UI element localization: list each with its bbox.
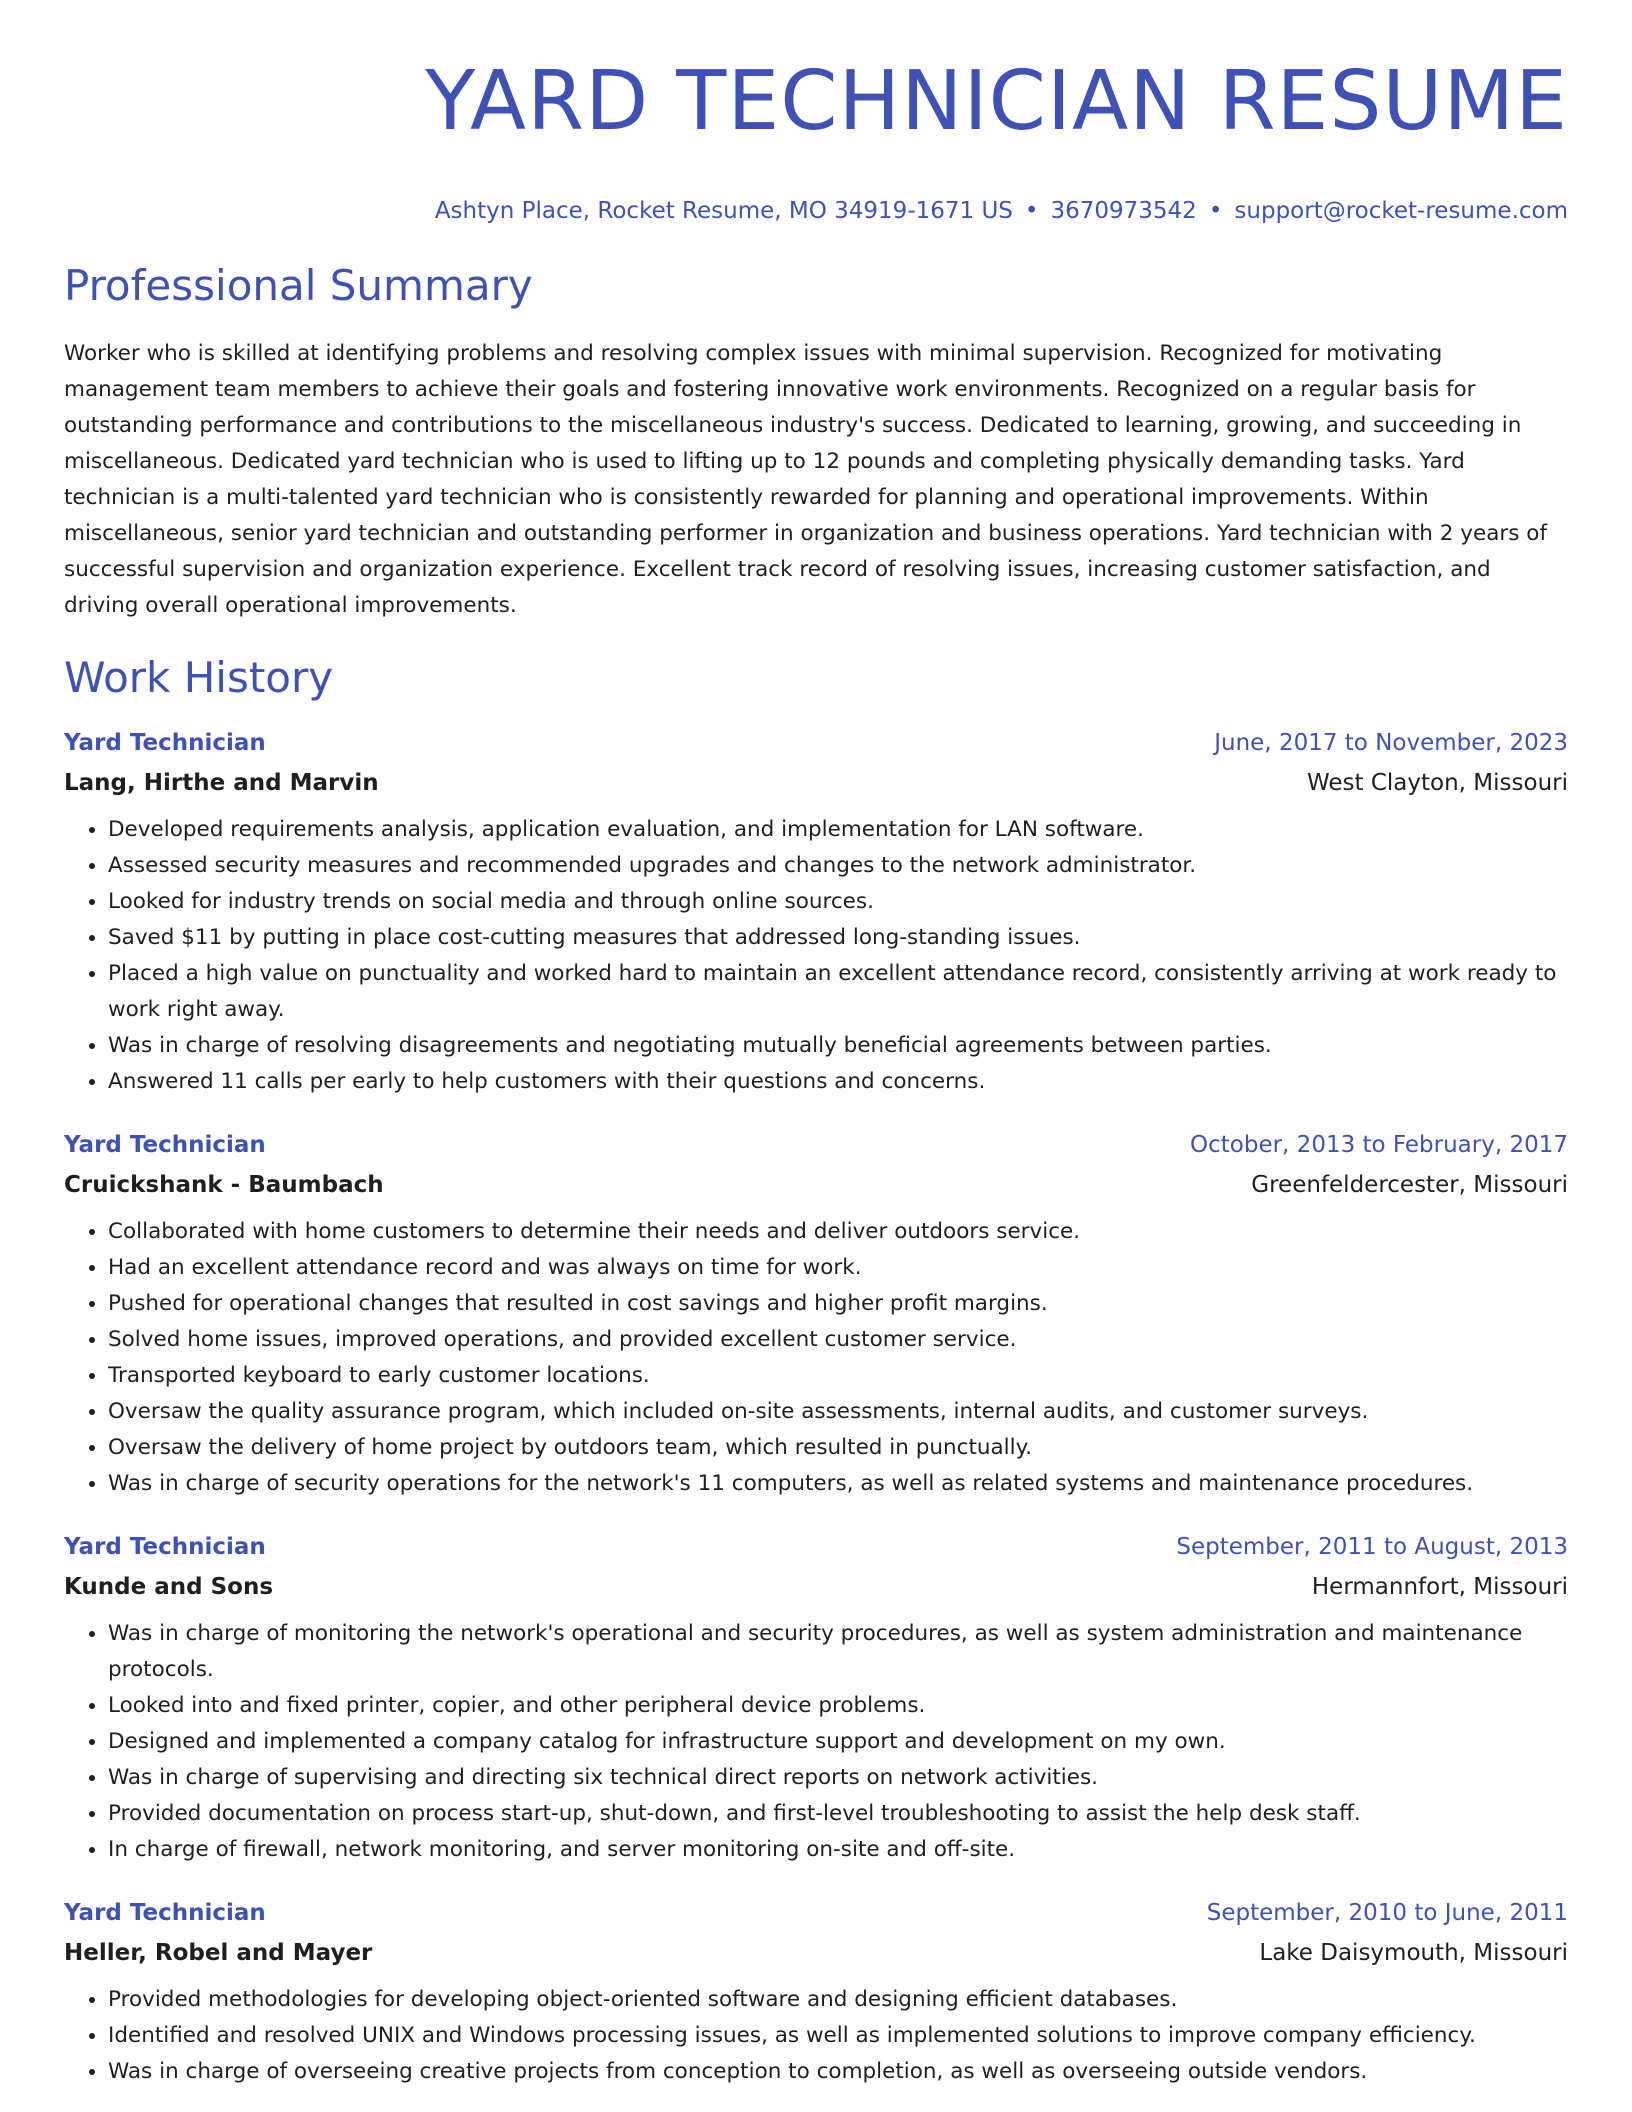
job-dates: September, 2010 to June, 2011 [1206,1900,1568,1926]
job-bullet: • Answered 11 calls per early to help customers with their questions and concerns. [108,1064,1568,1100]
work-history-heading: Work History [64,653,334,702]
contact-email: support@rocket-resume.com [1234,198,1568,224]
job-title: Yard Technician [64,1132,266,1158]
job-bullet: • Developed requirements analysis, application evaluation, and implementation for LAN software. [108,812,1568,848]
job-company: Cruickshank - Baumbach [64,1172,384,1198]
job-bullet: • Was in charge of security operations for the network's 11 computers, as well as related systems and maintenance procedures. [108,1466,1568,1502]
contact-address: Ashtyn Place, Rocket Resume, MO 34919-1671 US [434,198,1013,224]
job-bullet: • Placed a high value on punctuality and worked hard to maintain an excellent attendance record, consistently arriving at work ready to work right away. [108,956,1568,1028]
job-bullet: • Pushed for operational changes that resulted in cost savings and higher profit margins. [108,1286,1568,1322]
job-company: Heller, Robel and Mayer [64,1940,373,1966]
job-bullet: • Was in charge of monitoring the network's operational and security procedures, as well as system administration and maintenance protocols. [108,1616,1568,1688]
job-bullets [64,1616,1568,1868]
job-bullet: • Had an excellent attendance record and was always on time for work. [108,1250,1568,1286]
resume-title: YARD TECHNICIAN RESUME [425,54,1568,149]
job-bullet: • Oversaw the quality assurance program, which included on-site assessments, internal audits, and customer surveys. [108,1394,1568,1430]
job-bullet: • Collaborated with home customers to determine their needs and deliver outdoors service. [108,1214,1568,1250]
summary-section [64,260,1568,624]
job-entry [64,1532,1568,1868]
job-entry [64,1898,1568,2090]
summary-heading: Professional Summary [64,261,533,310]
contact-separator: • [1024,198,1039,224]
job-location: Hermannfort, Missouri [1311,1574,1568,1600]
job-entry [64,728,1568,1100]
contact-phone: 3670973542 [1050,198,1197,224]
job-bullet: • Looked into and fixed printer, copier, and other peripheral device problems. [108,1688,1568,1724]
job-bullet: • Saved $11 by putting in place cost-cutting measures that addressed long-standing issues. [108,920,1568,956]
job-title: Yard Technician [64,730,266,756]
resume-header [64,0,1568,226]
job-bullet: • Assessed security measures and recommended upgrades and changes to the network administrator. [108,848,1568,884]
job-title: Yard Technician [64,1900,266,1926]
job-entry [64,1130,1568,1502]
work-history-section [64,652,1568,2090]
job-bullet: • Looked for industry trends on social media and through online sources. [108,884,1568,920]
job-company: Lang, Hirthe and Marvin [64,770,379,796]
job-company: Kunde and Sons [64,1574,274,1600]
job-bullet: • In charge of firewall, network monitoring, and server monitoring on-site and off-site. [108,1832,1568,1868]
summary-text: Worker who is skilled at identifying problems and resolving complex issues with minimal supervision. Recognized for motivating management team members to achieve their goals and fostering innovative work environments. Recognized on a regular basis for outstanding performance and contributions to the miscellaneous industry's success. Dedicated to learning, growing, and succeeding in miscellaneous. Dedicated yard technician who is used to lifting up to 12 pounds and completing physically demanding tasks. Yard technician is a multi-talented yard technician who is consistently rewarded for planning and operational improvements. Within miscellaneous, senior yard technician and outstanding performer in organization and business operations. Yard technician with 2 years of successful supervision and organization experience. Excellent track record of resolving issues, increasing customer satisfaction, and driving overall operational improvements. [64,341,1548,618]
job-bullet: • Designed and implemented a company catalog for infrastructure support and development on my own. [108,1724,1568,1760]
job-dates: June, 2017 to November, 2023 [1214,730,1568,756]
job-dates: October, 2013 to February, 2017 [1190,1132,1568,1158]
job-bullet: • Provided methodologies for developing object-oriented software and designing efficient databases. [108,1982,1568,2018]
contact-separator: • [1208,198,1223,224]
job-bullet: • Was in charge of supervising and directing six technical direct reports on network activities. [108,1760,1568,1796]
job-location: West Clayton, Missouri [1307,770,1568,796]
job-title: Yard Technician [64,1534,266,1560]
job-bullet: • Transported keyboard to early customer locations. [108,1358,1568,1394]
job-bullet: • Was in charge of resolving disagreements and negotiating mutually beneficial agreements between parties. [108,1028,1568,1064]
job-bullets [64,1214,1568,1502]
job-bullets [64,1982,1568,2090]
contact-line [64,196,1568,226]
job-dates: September, 2011 to August, 2013 [1176,1534,1568,1560]
job-bullets [64,812,1568,1100]
job-bullet: • Provided documentation on process start-up, shut-down, and first-level troubleshooting to assist the help desk staff. [108,1796,1568,1832]
job-bullet: • Was in charge of overseeing creative projects from conception to completion, as well as overseeing outside vendors. [108,2054,1568,2090]
job-location: Lake Daisymouth, Missouri [1259,1940,1568,1966]
job-location: Greenfeldercester, Missouri [1251,1172,1568,1198]
job-bullet: • Solved home issues, improved operations, and provided excellent customer service. [108,1322,1568,1358]
job-bullet: • Identified and resolved UNIX and Windows processing issues, as well as implemented solutions to improve company efficiency. [108,2018,1568,2054]
job-bullet: • Oversaw the delivery of home project by outdoors team, which resulted in punctually. [108,1430,1568,1466]
